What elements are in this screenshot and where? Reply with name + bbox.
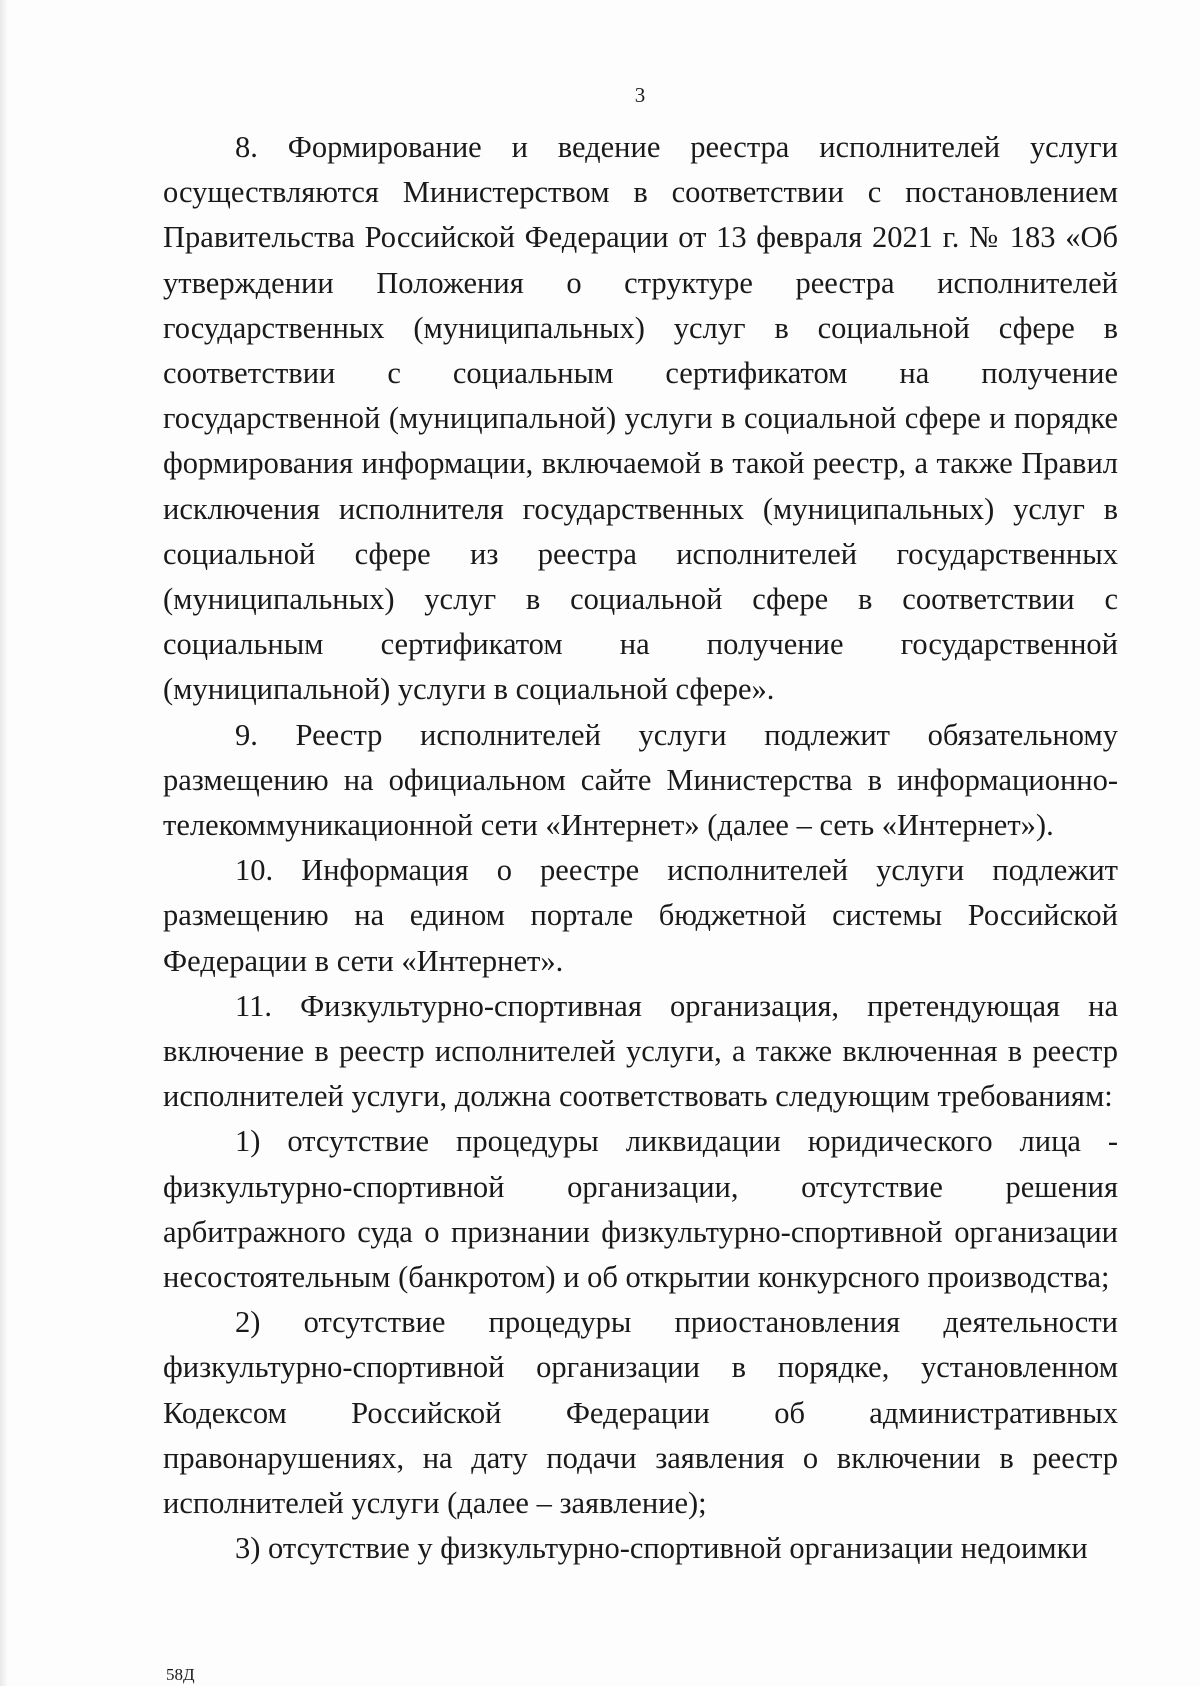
- paragraph-8-registry-formation: 8. Формирование и ведение реестра исполнителей услуги осуществляются Министерством в соответствии с постановлением Правительства Российской Федерации от 13 февраля 2021 г. № 183 «Об утверждении Положения о структуре реестра исполнителей государственных (муниципальных) услуг в социальной сфере в соответствии с социальным сертификатом на получение государственной (муниципальной) услуги в социальной сфере и порядке формирования информации, включаемой в такой реестр, а также Правил исключения исполнителя государственных (муниципальных) услуг в социальной сфере из реестра исполнителей государственных (муниципальных) услуг в социальной сфере в соответствии с социальным сертификатом на получение государственной (муниципальной) услуги в социальной сфере».: [163, 130, 1118, 707]
- scan-edge: [0, 0, 8, 1686]
- document-body: [163, 125, 1118, 1572]
- paragraph-9-registry-publication: 9. Реестр исполнителей услуги подлежит обязательному размещению на официальном сайте Министерства в информационно-телекоммуникационной сети «Интернет» (далее – сеть «Интернет»).: [163, 717, 1118, 843]
- footer-document-code: 58Д: [166, 1665, 195, 1684]
- paragraph-11-requirements: 11. Физкультурно-спортивная организация, претендующая на включение в реестр исполнителей услуги, а также включенная в реестр исполнителей услуги, должна соответствовать следующим требованиям:: [163, 988, 1118, 1114]
- requirement-item-2: 2) отсутствие процедуры приостановления деятельности физкультурно-спортивной организации в порядке, установленном Кодексом Российской Федерации об административных правонарушениях, на дату подачи заявления о включении в реестр исполнителей услуги (далее – заявление);: [163, 1305, 1118, 1521]
- requirement-item-1: 1) отсутствие процедуры ликвидации юридического лица - физкультурно-спортивной организации, отсутствие решения арбитражного суда о признании физкультурно-спортивной организации несостоятельным (банкротом) и об открытии конкурсного производства;: [163, 1124, 1118, 1295]
- paragraph-10-registry-info: 10. Информация о реестре исполнителей услуги подлежит размещению на едином портале бюджетной системы Российской Федерации в сети «Интернет».: [163, 853, 1118, 978]
- page-number: 3: [634, 83, 646, 107]
- requirement-item-3: 3) отсутствие у физкультурно-спортивной организации недоимки: [235, 1531, 1088, 1566]
